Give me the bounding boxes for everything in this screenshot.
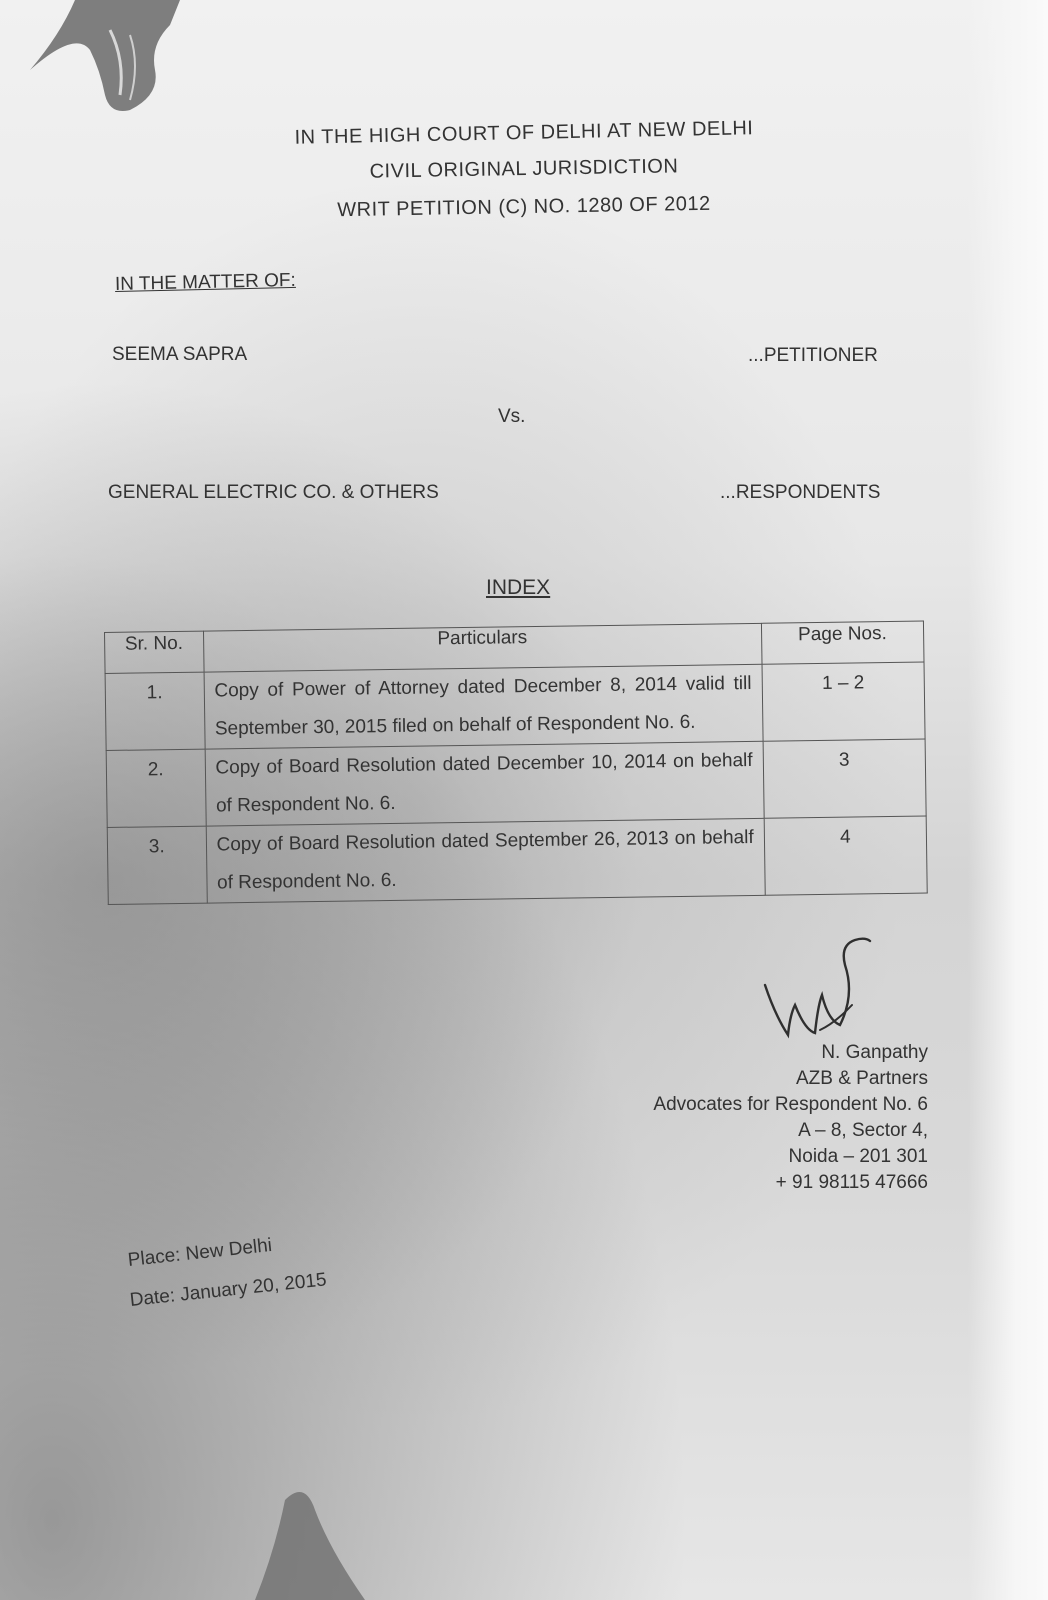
- index-title: INDEX: [486, 576, 551, 599]
- particulars-text: Copy of Power of Attorney dated December 8, 2014 valid till September 30, 2015 filed on behalf of Respondent No. 6.: [214, 672, 752, 740]
- row-page-nos: 1 – 2: [762, 662, 925, 741]
- place-line: Place: New Delhi: [126, 1234, 273, 1271]
- index-table: [104, 621, 928, 905]
- signatory-name: N. Ganpathy: [821, 1042, 928, 1063]
- respondent-role: ...RESPONDENTS: [720, 482, 881, 503]
- binder-clip-shadow: [30, 0, 180, 115]
- table-row: [107, 816, 927, 904]
- versus-label: Vs.: [498, 406, 526, 427]
- particulars-text: Copy of Board Resolution dated September 26, 2013 on behalf of Respondent No. 6.: [216, 826, 754, 894]
- signatory-firm: AZB & Partners: [796, 1068, 928, 1089]
- row-particulars: [204, 664, 763, 749]
- respondent-name: GENERAL ELECTRIC CO. & OTHERS: [108, 482, 439, 503]
- row-particulars: [205, 741, 764, 826]
- handwritten-signature: [760, 935, 880, 1045]
- page-edge: [968, 0, 1048, 1600]
- table-row: [105, 662, 925, 750]
- petition-number-heading: WRIT PETITION (C) NO. 1280 OF 2012: [337, 192, 711, 222]
- signatory-address-line2: Noida – 201 301: [788, 1146, 928, 1167]
- row-page-nos: 3: [763, 739, 926, 818]
- row-sr-no: 3.: [107, 826, 207, 904]
- court-heading: IN THE HIGH COURT OF DELHI AT NEW DELHI: [294, 117, 754, 149]
- signatory-block: [653, 1040, 928, 1196]
- particulars-text: Copy of Board Resolution dated December 10, 2014 on behalf of Respondent No. 6.: [215, 749, 753, 817]
- row-page-nos: 4: [764, 816, 927, 895]
- column-header-sr-no: Sr. No.: [105, 631, 204, 673]
- petitioner-name: SEEMA SAPRA: [112, 344, 248, 365]
- column-header-page-nos: Page Nos.: [761, 621, 924, 664]
- bottom-shadow: [255, 1480, 375, 1600]
- date-line: Date: January 20, 2015: [128, 1269, 328, 1311]
- row-sr-no: 2.: [106, 749, 206, 827]
- jurisdiction-heading: CIVIL ORIGINAL JURISDICTION: [369, 155, 679, 183]
- row-sr-no: 1.: [105, 672, 205, 750]
- index-table-wrapper: [104, 621, 928, 905]
- signatory-phone: + 91 98115 47666: [775, 1172, 928, 1193]
- row-particulars: [206, 818, 765, 903]
- matter-label: IN THE MATTER OF:: [114, 269, 297, 295]
- signatory-address-line1: A – 8, Sector 4,: [798, 1120, 928, 1141]
- table-row: [106, 739, 926, 827]
- petitioner-role: ...PETITIONER: [748, 345, 878, 366]
- column-header-particulars: Particulars: [203, 623, 762, 672]
- signatory-role: Advocates for Respondent No. 6: [653, 1094, 928, 1115]
